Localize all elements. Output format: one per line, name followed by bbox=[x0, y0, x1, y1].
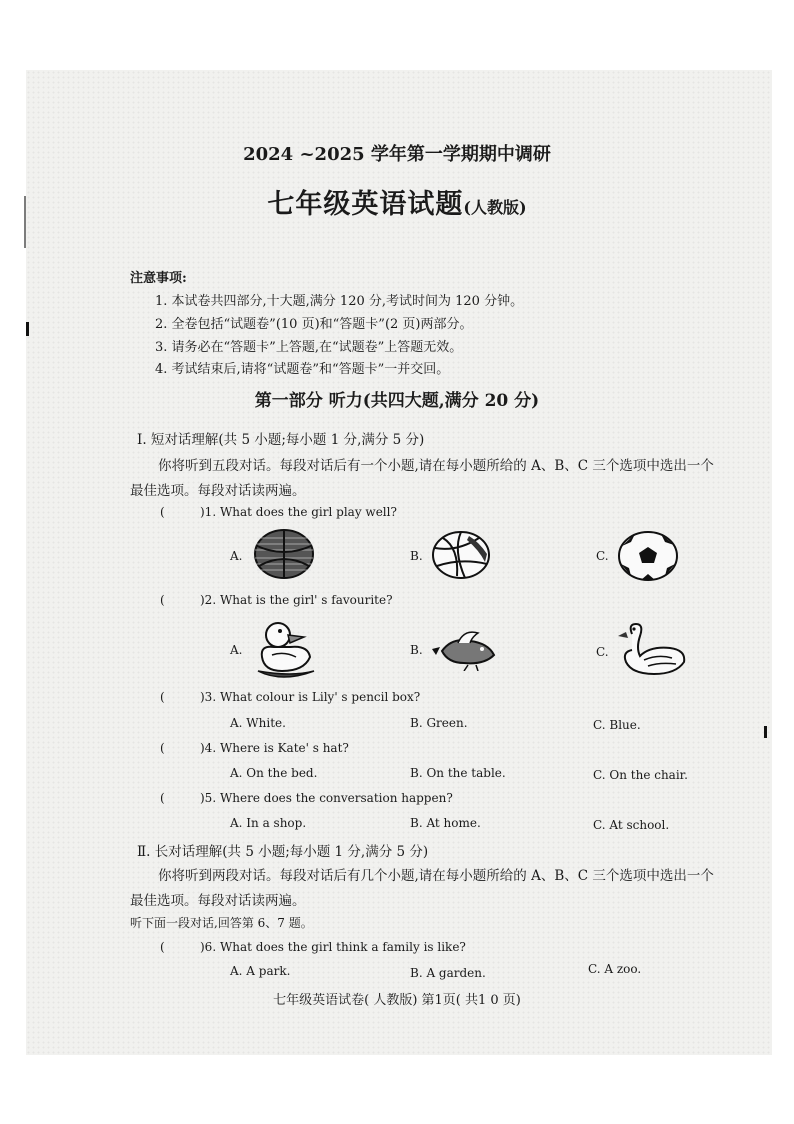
section-instruction: 你将听到五段对话。每段对话后有一个小题,请在每小题所给的 A、B、C 三个选项中选出一个 bbox=[158, 458, 714, 474]
duck-icon bbox=[252, 617, 322, 681]
question-6: ( )6. What does the girl think a family is like? bbox=[160, 940, 466, 954]
volleyball-icon bbox=[431, 530, 491, 580]
section-instruction: 你将听到两段对话。每段对话后有几个小题,请在每小题所给的 A、B、C 三个选项中选出一个 bbox=[158, 868, 714, 884]
option-a-label: A. bbox=[230, 643, 243, 657]
notice-item: 2. 全卷包括“试题卷”(10 页)和“答题卡”(2 页)两部分。 bbox=[155, 317, 473, 332]
exam-title bbox=[0, 182, 794, 221]
section-heading: Ⅰ. 短对话理解(共 5 小题;每小题 1 分,满分 5 分) bbox=[137, 432, 425, 448]
option-b: B. On the table. bbox=[410, 766, 506, 780]
question-3: ( )3. What colour is Lily' s pencil box? bbox=[160, 690, 421, 704]
option-c: C. On the chair. bbox=[593, 768, 688, 782]
option-b: B. Green. bbox=[410, 716, 468, 730]
option-b-label: B. bbox=[410, 643, 423, 657]
option-c-label: C. bbox=[596, 549, 609, 563]
notice-item: 4. 考试结束后,请将“试题卷”和“答题卡”一并交回。 bbox=[155, 362, 450, 377]
listen-note: 听下面一段对话,回答第 6、7 题。 bbox=[130, 916, 313, 930]
swan-icon bbox=[614, 620, 690, 678]
margin-mark bbox=[764, 726, 767, 738]
option-b: B. At home. bbox=[410, 816, 481, 830]
question-1: ( )1. What does the girl play well? bbox=[160, 505, 397, 519]
section-instruction: 最佳选项。每段对话读两遍。 bbox=[130, 483, 306, 499]
bird-icon bbox=[428, 625, 500, 671]
option-a: A. White. bbox=[230, 716, 286, 730]
option-c: C. A zoo. bbox=[588, 962, 642, 976]
option-b: B. A garden. bbox=[410, 966, 486, 980]
exam-title-main: 七年级英语试题 bbox=[267, 189, 464, 220]
option-c: C. Blue. bbox=[593, 718, 641, 732]
page-footer: 七年级英语试卷( 人教版) 第1页( 共1 0 页) bbox=[273, 993, 521, 1008]
option-c: C. At school. bbox=[593, 818, 670, 832]
option-c-label: C. bbox=[596, 645, 609, 659]
section-instruction: 最佳选项。每段对话读两遍。 bbox=[130, 893, 306, 909]
option-a: A. A park. bbox=[230, 964, 291, 978]
notice-item: 1. 本试卷共四部分,十大题,满分 120 分,考试时间为 120 分钟。 bbox=[155, 294, 524, 309]
option-a: A. In a shop. bbox=[230, 816, 307, 830]
section-heading: Ⅱ. 长对话理解(共 5 小题;每小题 1 分,满分 5 分) bbox=[137, 844, 429, 860]
part-heading: 第一部分 听力(共四大题,满分 20 分) bbox=[254, 391, 540, 411]
option-a-label: A. bbox=[230, 549, 243, 563]
option-b-label: B. bbox=[410, 549, 423, 563]
basketball-icon bbox=[253, 528, 315, 580]
question-2: ( )2. What is the girl' s favourite? bbox=[160, 593, 393, 607]
question-5: ( )5. Where does the conversation happen? bbox=[160, 791, 453, 805]
option-a: A. On the bed. bbox=[230, 766, 318, 780]
exam-year-title: 2024 ~2025 学年第一学期期中调研 bbox=[243, 144, 551, 165]
notice-item: 3. 请务必在“答题卡”上答题,在“试题卷”上答题无效。 bbox=[155, 340, 463, 355]
margin-mark bbox=[26, 322, 29, 336]
notice-heading: 注意事项: bbox=[130, 271, 187, 286]
soccer-ball-icon bbox=[617, 530, 679, 582]
question-4: ( )4. Where is Kate' s hat? bbox=[160, 741, 349, 755]
exam-edition: (人教版) bbox=[463, 198, 527, 217]
